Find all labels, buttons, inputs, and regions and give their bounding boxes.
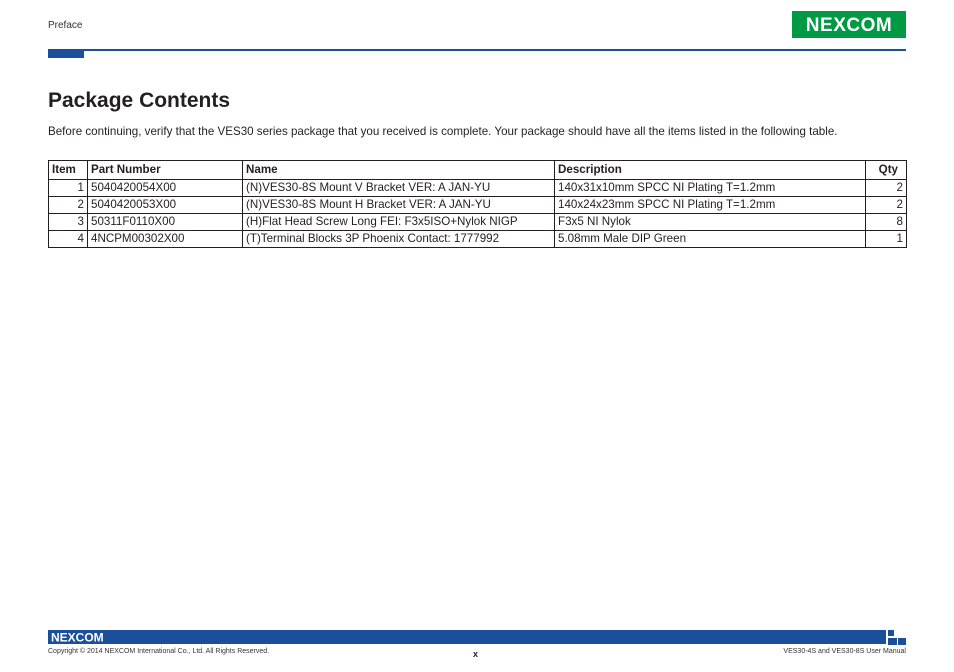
- copyright-notice: Copyright © 2014 NEXCOM International Co., Ltd. All Rights Reserved.: [48, 648, 270, 655]
- header-rule: [48, 49, 906, 51]
- column-header-part-number: Part Number: [88, 161, 243, 180]
- cell-description: 5.08mm Male DIP Green: [555, 231, 866, 248]
- cell-name: (N)VES30-8S Mount H Bracket VER: A JAN-YU: [243, 197, 555, 214]
- cell-qty: 2: [866, 197, 907, 214]
- column-header-item: Item: [49, 161, 88, 180]
- table-row: [49, 214, 907, 231]
- table-row: [49, 180, 907, 197]
- cell-part-number: 5040420054X00: [88, 180, 243, 197]
- footer-square: [898, 638, 906, 645]
- logo-text: NEXCOM: [805, 15, 893, 36]
- column-header-description: Description: [555, 161, 866, 180]
- nexcom-logo: [792, 11, 906, 38]
- footer-square: [888, 638, 897, 645]
- table-row: [49, 231, 907, 248]
- section-label: Preface: [48, 20, 83, 31]
- cell-name: (N)VES30-8S Mount V Bracket VER: A JAN-YU: [243, 180, 555, 197]
- cell-part-number: 5040420053X00: [88, 197, 243, 214]
- footer-square: [888, 630, 894, 636]
- footer-nexcom-logo: [51, 631, 109, 643]
- page-title: Package Contents: [48, 89, 231, 112]
- cell-item: 3: [49, 214, 88, 231]
- table-row: [49, 197, 907, 214]
- cell-description: 140x31x10mm SPCC NI Plating T=1.2mm: [555, 180, 866, 197]
- table-header-row: [49, 161, 907, 180]
- cell-name: (T)Terminal Blocks 3P Phoenix Contact: 1777992: [243, 231, 555, 248]
- cell-item: 1: [49, 180, 88, 197]
- column-header-name: Name: [243, 161, 555, 180]
- footer-logo-text: NEXCOM: [51, 631, 104, 643]
- intro-paragraph: Before continuing, verify that the VES30 series package that you received is complete. Your package should have all the items listed in the following table.: [48, 125, 838, 138]
- cell-qty: 2: [866, 180, 907, 197]
- cell-item: 4: [49, 231, 88, 248]
- cell-part-number: 4NCPM00302X00: [88, 231, 243, 248]
- page-number: x: [473, 649, 479, 659]
- cell-part-number: 50311F0110X00: [88, 214, 243, 231]
- cell-qty: 8: [866, 214, 907, 231]
- cell-name: (H)Flat Head Screw Long FEI: F3x5ISO+Nylok NIGP: [243, 214, 555, 231]
- cell-qty: 1: [866, 231, 907, 248]
- cell-item: 2: [49, 197, 88, 214]
- column-header-qty: Qty: [866, 161, 907, 180]
- manual-title: VES30-4S and VES30-8S User Manual: [783, 648, 906, 655]
- cell-description: 140x24x23mm SPCC NI Plating T=1.2mm: [555, 197, 866, 214]
- package-contents-table: [48, 160, 907, 248]
- header-tab: [48, 49, 84, 58]
- footer-bar: [48, 630, 886, 644]
- cell-description: F3x5 NI Nylok: [555, 214, 866, 231]
